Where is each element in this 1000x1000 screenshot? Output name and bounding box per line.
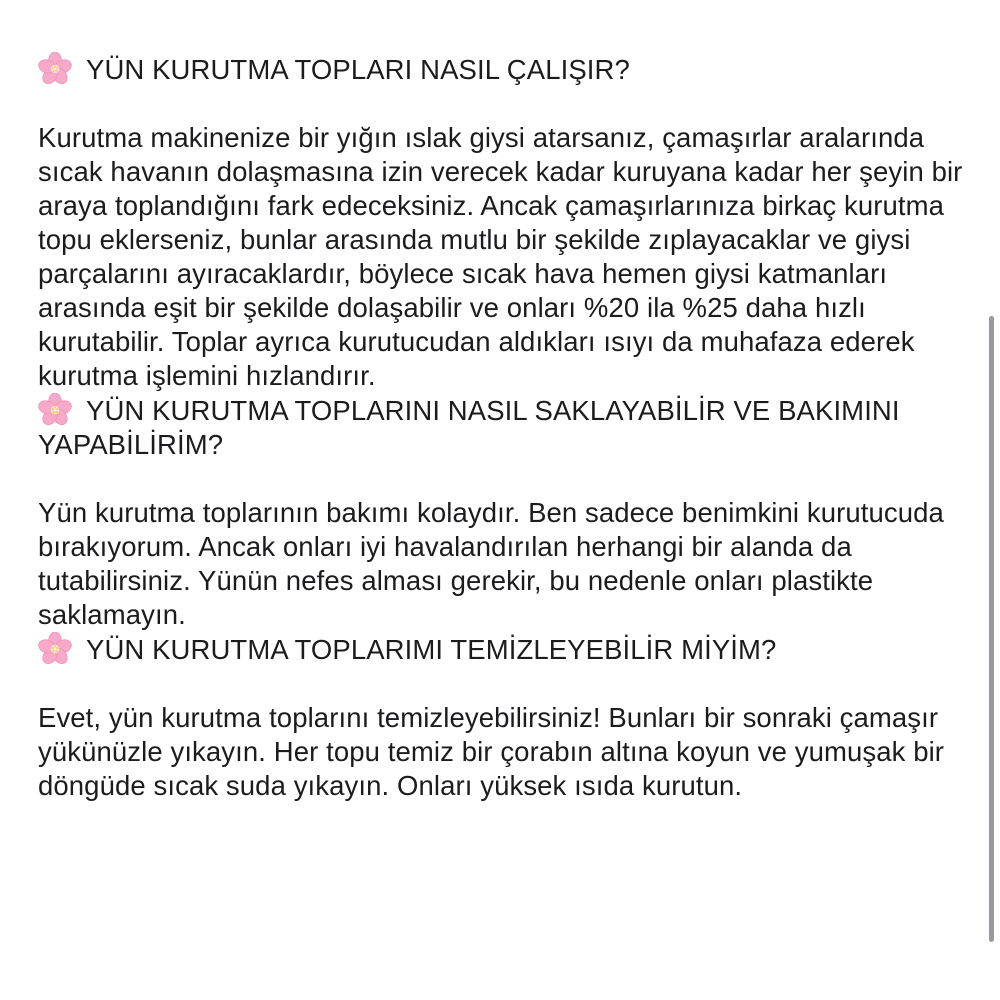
section-heading bbox=[38, 632, 973, 667]
section-heading-text: YÜN KURUTMA TOPLARINI NASIL SAKLAYABİLİR VE BAKIMINI YAPABİLİRİM? bbox=[38, 395, 900, 460]
cherry-blossom-icon bbox=[38, 52, 72, 86]
cherry-blossom-icon bbox=[38, 393, 72, 427]
spacer bbox=[38, 87, 973, 121]
section-body: Kurutma makinenize bir yığın ıslak giysi atarsanız, çamaşırlar aralarında sıcak havanın dolaşmasına izin verecek kadar kuruyana kadar her şeyin bir araya toplandığını fark edeceksiniz. Ancak çamaşırlarınıza birkaç kurutma topu eklerseniz, bunlar arasında mutlu bir şekilde zıplayacaklar ve giysi parçalarını ayıracaklardır, böylece sıcak hava hemen giysi katmanları arasında eşit bir şekilde dolaşabilir ve onları %20 ila %25 daha hızlı kurutabilir. Toplar ayrıca kurutucudan aldıkları ısıyı da muhafaza ederek kurutma işlemini hızlandırır. bbox=[38, 122, 963, 391]
spacer bbox=[38, 667, 973, 701]
cherry-blossom-icon bbox=[38, 632, 72, 666]
notes-content bbox=[38, 52, 973, 803]
vertical-scrollbar[interactable] bbox=[989, 316, 994, 942]
section-heading bbox=[38, 393, 973, 462]
section-body: Evet, yün kurutma toplarını temizleyebilirsiniz! Bunları bir sonraki çamaşır yükünüzle yıkayın. Her topu temiz bir çorabın altına koyun ve yumuşak bir döngüde sıcak suda yıkayın. Onları yüksek ısıda kurutun. bbox=[38, 702, 945, 801]
spacer bbox=[38, 462, 973, 496]
section-heading-text: YÜN KURUTMA TOPLARIMI TEMİZLEYEBİLİR MİYİM? bbox=[86, 634, 777, 665]
section-heading-text: YÜN KURUTMA TOPLARI NASIL ÇALIŞIR? bbox=[86, 54, 630, 85]
section-body: Yün kurutma toplarının bakımı kolaydır. Ben sadece benimkini kurutucuda bırakıyorum. Ancak onları iyi havalandırılan herhangi bir alanda da tutabilirsiniz. Yünün nefes alması gerekir, bu nedenle onları plastikte saklamayın. bbox=[38, 497, 944, 630]
section-heading bbox=[38, 52, 973, 87]
